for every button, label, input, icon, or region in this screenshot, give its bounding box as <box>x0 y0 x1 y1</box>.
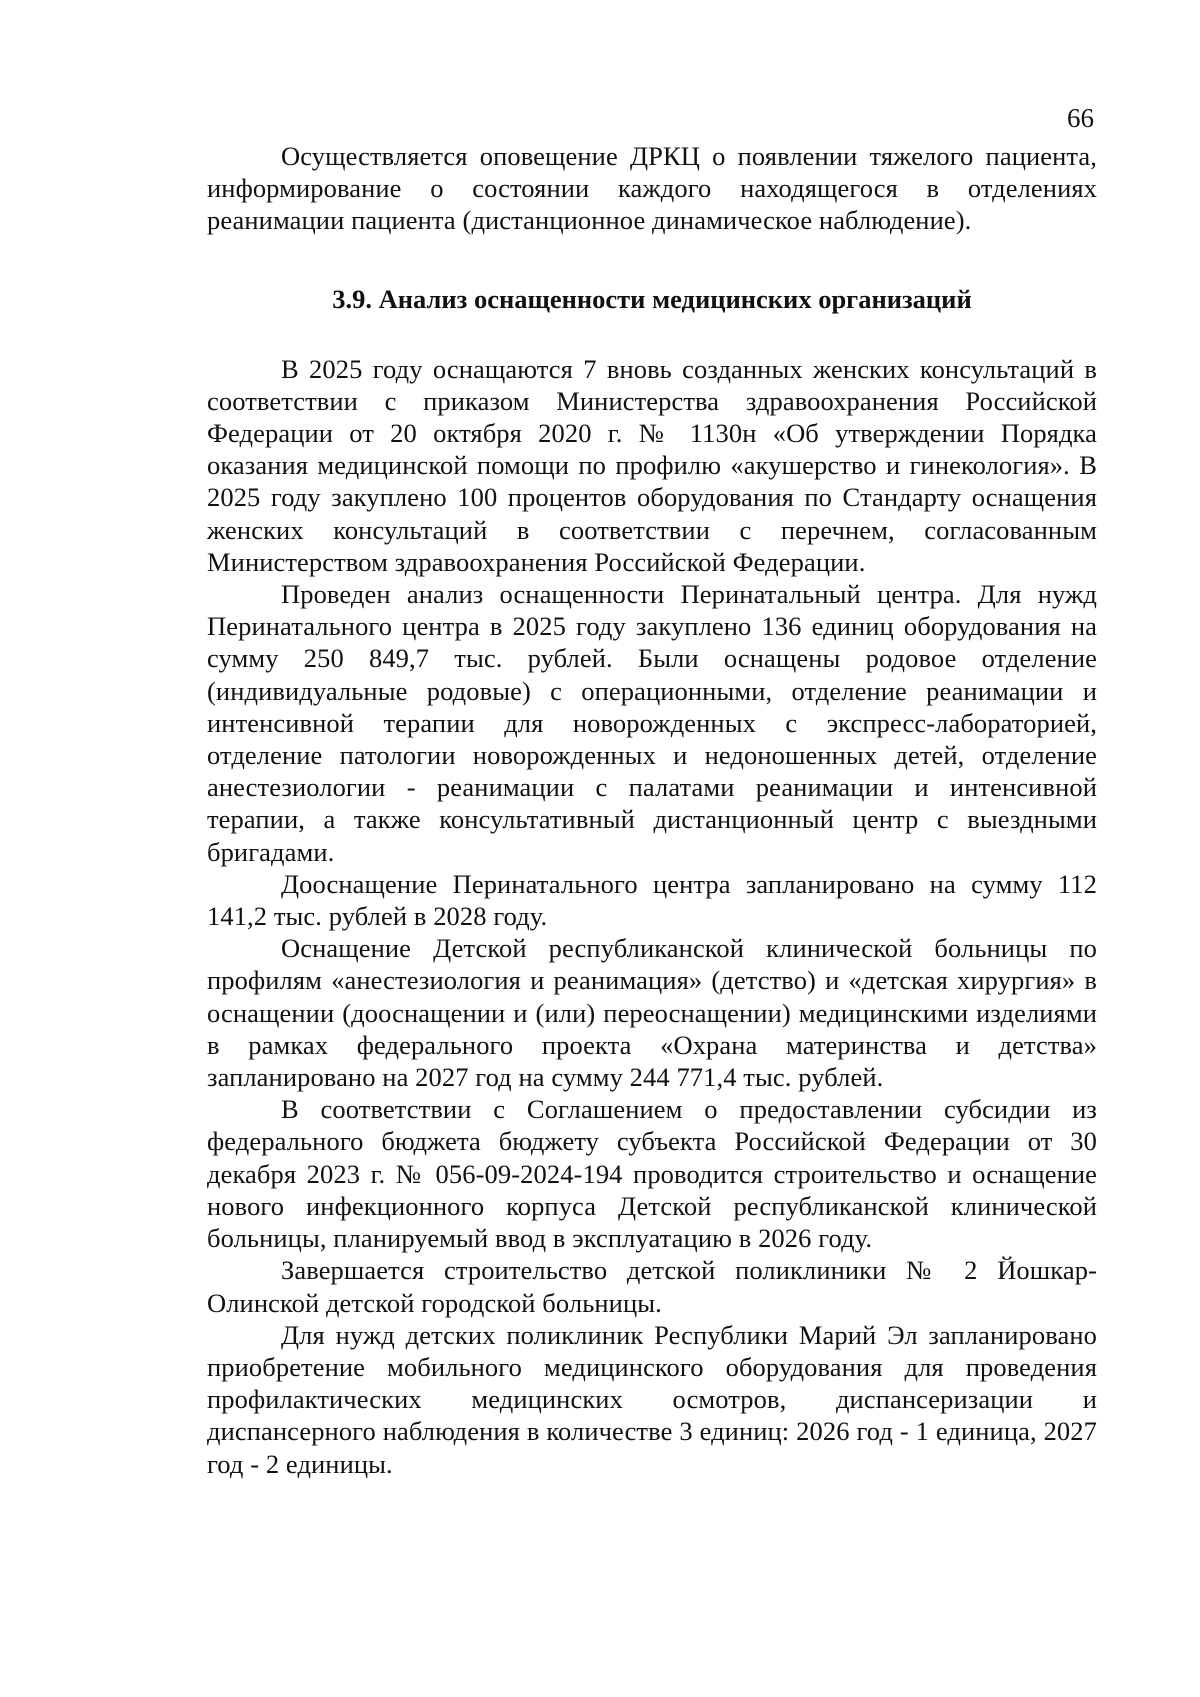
paragraph-mobile-equipment: Для нужд детских поликлиник Республики Марий Эл запланировано приобретение мобильного медицинского оборудования для проведения профилактических медицинских осмотров, диспансеризации и диспансерного наблюдения в количестве 3 единиц: 2026 год - 1 единица, 2027 год - 2 единицы. <box>207 1319 1097 1479</box>
document-body <box>207 140 1097 1480</box>
paragraph-women-clinics: В 2025 году оснащаются 7 вновь созданных женских консультаций в соответствии с приказом Министерства здравоохранения Российской Федерации от 20 октября 2020 г. № 1130н «Об утверждении Порядка оказания медицинской помощи по профилю «акушерство и гинекология». В 2025 году закуплено 100 процентов оборудования по Стандарту оснащения женских консультаций в соответствии с перечнем, согласованным Министерством здравоохранения Российской Федерации. <box>207 353 1097 577</box>
paragraph-childrens-hospital: Оснащение Детской республиканской клинической больницы по профилям «анестезиология и реанимация» (детство) и «детская хирургия» в оснащении (дооснащении и (или) переоснащении) медицинскими изделиями в рамках федерального проекта «Охрана материнства и детства» запланировано на 2027 год на сумму 244 771,4 тыс. рублей. <box>207 933 1097 1093</box>
paragraph-perinatal-reequipment: Дооснащение Перинатального центра запланировано на сумму 112 141,2 тыс. рублей в 2028 году. <box>207 868 1097 932</box>
paragraph-polyclinic-construction: Завершается строительство детской поликлиники № 2 Йошкар-Олинской детской городской больницы. <box>207 1255 1097 1318</box>
page-number: 66 <box>1067 103 1094 133</box>
paragraph-perinatal-analysis: Проведен анализ оснащенности Перинатальный центра. Для нужд Перинатального центра в 2025 году закуплено 136 единиц оборудования на сумму 250 849,7 тыс. рублей. Были оснащены родовое отделение (индивидуальные родовые) с операционными, отделение реанимации и интенсивной терапии для новорожденных с экспресс-лабораторией, отделение патологии новорожденных и недоношенных детей, отделение анестезиологии - реанимации с палатами реанимации и интенсивной терапии, а также консультативный дистанционный центр с выездными бригадами. <box>207 579 1097 867</box>
intro-paragraph: Осуществляется оповещение ДРКЦ о появлении тяжелого пациента, информирование о состоянии каждого находящегося в отделениях реанимации пациента (дистанционное динамическое наблюдение). <box>207 141 1097 236</box>
section-heading: 3.9. Анализ оснащенности медицинских организаций <box>332 283 972 314</box>
paragraph-infectious-building: В соответствии с Соглашением о предоставлении субсидии из федерального бюджета бюджету субъекта Российской Федерации от 30 декабря 2023 г. № 056-09-2024-194 проводится строительство и оснащение нового инфекционного корпуса Детской республиканской клинической больницы, планируемый ввод в эксплуатацию в 2026 году. <box>207 1094 1097 1254</box>
